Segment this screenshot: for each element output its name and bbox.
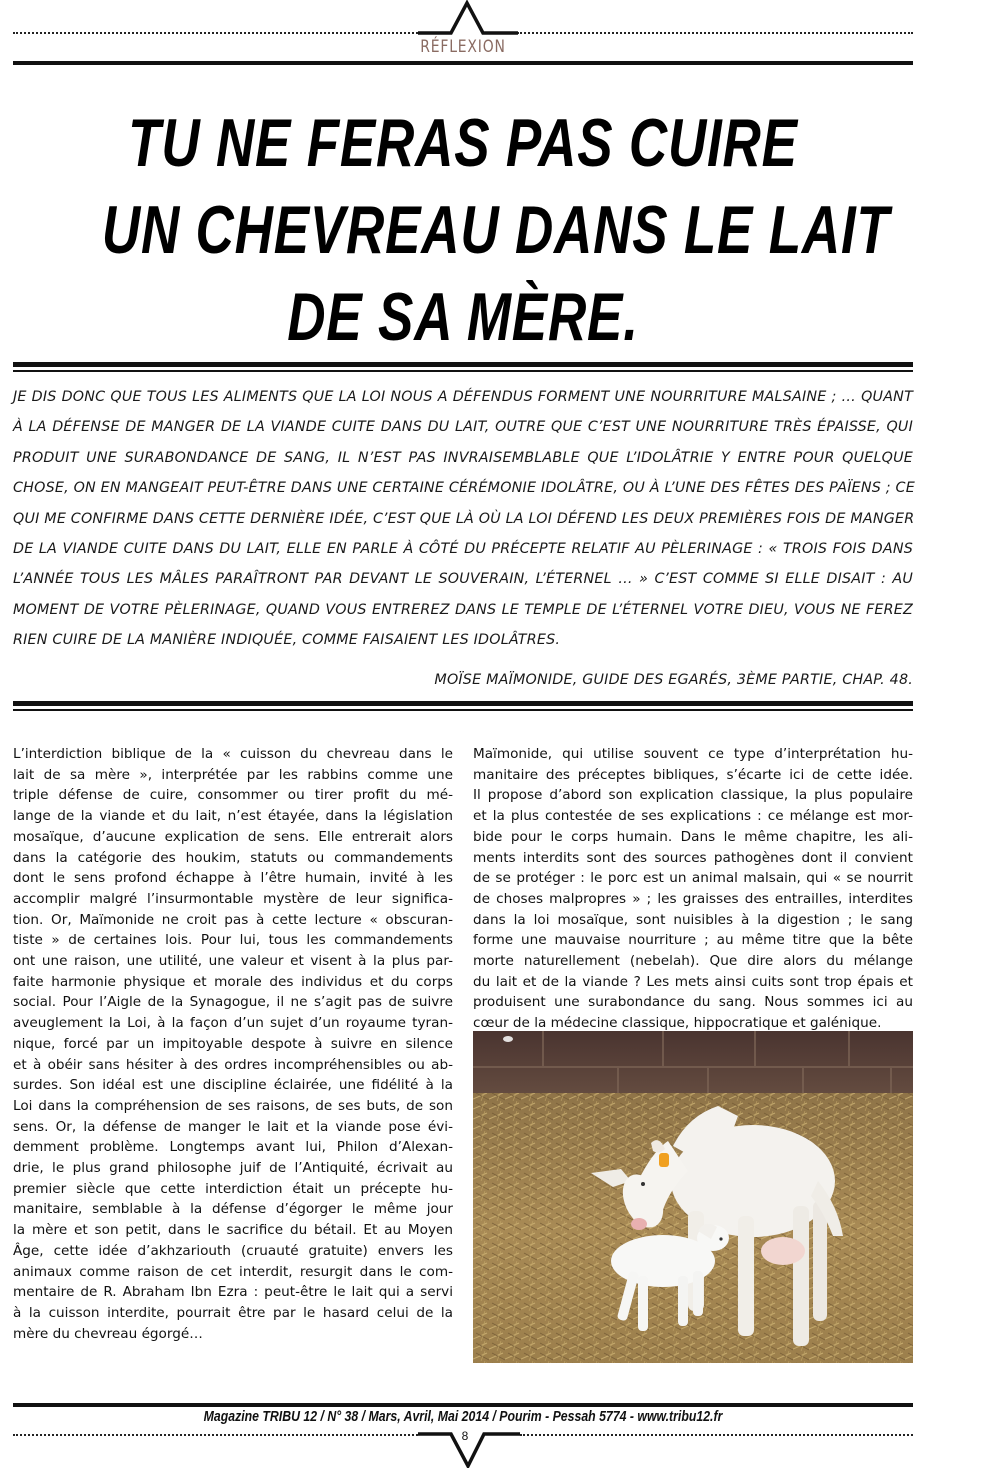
body-line: mère du chevreau égorgé… [13, 1325, 203, 1342]
header-dotted-rule-right [517, 32, 913, 34]
body-line: forme une mauvaise nourriture ; au même titre que la bête [473, 932, 913, 949]
body-column-right [473, 744, 913, 1034]
quote-line: QUI ME CONFIRME DANS CETTE DERNIÈRE IDÉE, C’EST QUE LÀ OÙ LA LOI DÉFEND LES DEUX PREMIÈRES FOIS DE MANGER [13, 510, 915, 527]
body-line: Âge, cette idée d’akhzariouth (cruauté gratuite) envers les [13, 1242, 453, 1259]
epigraph-bottom-rule-thick [13, 701, 913, 706]
body-line: ments interdits sont des sources pathogènes dont il convient [473, 849, 913, 866]
body-line: tion. Or, Maïmonide ne croit pas à cette lecture « obscuran- [13, 911, 453, 928]
body-line: de se protéger : le porc est un animal malsain, qui « se nourrit [473, 870, 913, 887]
page-number: 8 [461, 1429, 469, 1443]
body-line: produisent une surabondance du sang. Nous sommes ici au [473, 994, 913, 1011]
epigraph-top-rule-thick [13, 362, 913, 367]
body-line: manitaire des préceptes bibliques, s’écarte ici de cette idée. [473, 766, 913, 783]
body-line: la mère et son petit, dans le sacrifice du bétail. Et au Moyen [13, 1222, 453, 1239]
footer-dotted-rule-right [520, 1434, 913, 1436]
footer-publication-info: Magazine TRIBU 12 / N° 38 / Mars, Avril, Mai 2014 / Pourim - Pessah 5774 - www.tribu12.fr [203, 1408, 723, 1425]
body-line: surdes. Son idéal est une discipline éclairée, une fidélité à la [13, 1077, 453, 1094]
body-line: social. Pour l’Aigle de la Synagogue, il ne s’agit pas de suivre [13, 994, 453, 1011]
quote-line: CHOSE, ON EN MANGEAIT PEUT-ÊTRE DANS UNE CERTAINE CÉRÉMONIE IDOLÂTRE, OU À L’UNE DES FÊTES DES PAÏENS ; CE [13, 480, 915, 497]
quote-line: RIEN CUIRE DE LA MANIÈRE INDIQUÉE, COMME FAISAIENT LES IDOLÂTRES. [13, 632, 561, 649]
body-column-left [13, 744, 453, 1344]
body-line: demment problème. Longtemps avant lui, Philon d’Alexan- [13, 1139, 453, 1156]
body-line: lange de la viande et du lait, n’est étayée, dans la législation [13, 808, 453, 825]
body-line: et à obéir sans hésiter à des ordres incompréhensibles ou ab- [13, 1056, 453, 1073]
footer-dotted-rule-left [13, 1434, 418, 1436]
quote-line: DE LA VIANDE CUITE DANS DU LAIT, ELLE EN PARLE À CÔTÉ DU PRÉCEPTE RELATIF AU PÈLERINAGE : « TROIS FOIS DANS [13, 541, 913, 558]
header-dotted-rule-left [13, 32, 418, 34]
body-line: de choses malpropres » ; les graisses des entrailles, interdites [473, 890, 913, 907]
epigraph-bottom-rule-thin [13, 709, 913, 711]
section-label: RÉFLEXION [420, 37, 506, 57]
title-line: DE SA MÈRE. [287, 279, 639, 355]
header-solid-rule [13, 61, 913, 65]
goat-photo [473, 1031, 913, 1363]
quote-line: À LA DÉFENSE DE MANGER DE LA VIANDE CUITE DANS DU LAIT, OUTRE QUE C’EST UNE NOURRITURE TRÈS ÉPAISSE, QUI [13, 419, 913, 436]
quote-line: JE DIS DONC QUE TOUS LES ALIMENTS QUE LA LOI NOUS A DÉFENDUS FORMENT UNE NOURRITURE MALSAINE ; … QUANT [13, 389, 913, 405]
body-line: manitaire, semblable à la défense d’égorger le même jour [13, 1201, 453, 1218]
body-line: lait de sa mère », interprétée par les rabbins comme une [13, 766, 453, 783]
body-line: mosaïque, d’aucune explication de sens. Elle entrerait alors [13, 828, 453, 845]
body-line: tiste » de certaines lois. Pour lui, tous les commandements [13, 932, 453, 949]
body-line: aveuglement la Loi, à la façon d’un sujet d’un royaume tyran- [13, 1015, 453, 1032]
body-line: Il propose d’abord son explication classique, la plus populaire [473, 787, 913, 804]
body-line: dont le sens profond échappe à l’être humain, invité à les [13, 870, 453, 887]
article-title [101, 100, 890, 361]
body-line: animaux comme raison de cet interdit, resurgit dans le com- [13, 1263, 453, 1280]
epigraph-quote [13, 382, 913, 656]
title-line: TU NE FERAS PAS CUIRE [128, 105, 798, 181]
quote-attribution: MOÏSE MAÏMONIDE, GUIDE DES EGARÉS, 3ÈME PARTIE, CHAP. 48. [434, 672, 913, 688]
body-line: drie, le plus grand philosophe juif de l’Antiquité, écrivait au [13, 1160, 453, 1177]
body-line: ont une raison, une utilité, une valeur et visent à la plus par- [13, 953, 453, 970]
body-line: bide pour le corps humain. Dans le même chapitre, les ali- [473, 828, 913, 845]
body-line: nique, forcé par un impitoyable despote à suivre en silence [13, 1035, 453, 1052]
body-line: accomplir malgré l’insurmontable mystère de leur significa- [13, 890, 453, 907]
quote-line: L’ANNÉE TOUS LES MÂLES PARAÎTRONT PAR DEVANT LE SOUVERAIN, L’ÉTERNEL … » C’EST COMME SI ELLE DISAIT : AU [13, 571, 913, 588]
goat-and-kid-illustration [473, 1031, 913, 1363]
body-line: Loi dans la compréhension de ses raisons, de ses buts, de son [13, 1097, 453, 1114]
header-peak-icon [416, 0, 520, 36]
body-line: Maïmonide, qui utilise souvent ce type d’interprétation hu- [473, 746, 913, 762]
body-line: triple défense de cuire, consommer ou tirer profit du mé- [13, 787, 453, 804]
body-line: du lait et de la viande ? Les mets ainsi cuits sont trop épais et [473, 973, 913, 990]
epigraph-top-rule-thin [13, 370, 913, 372]
body-line: morte naturellement (nebelah). Que dire alors du mélange [473, 953, 913, 970]
body-line: L’interdiction biblique de la « cuisson du chevreau dans le [13, 746, 453, 762]
body-line: sens. Or, la défense de manger le lait et la viande pose évi- [13, 1118, 453, 1135]
footer-solid-rule [13, 1403, 913, 1407]
body-line: cœur de la médecine classique, hippocratique et galénique. [473, 1015, 882, 1032]
body-line: dans la catégorie des houkim, statuts ou commandements [13, 849, 453, 866]
body-line: premier siècle que cette interdiction était un précepte hu- [13, 1180, 453, 1197]
body-line: mentaire de R. Abraham Ibn Ezra : peut-être le lait qui a servi [13, 1284, 453, 1301]
quote-line: MOMENT DE VOTRE PÈLERINAGE, QUAND VOUS ENTREREZ DANS LE TEMPLE DE L’ÉTERNEL VOTRE DIEU, VOUS NE FEREZ [13, 601, 913, 618]
body-line: à la cuisson interdite, pourrait être par le hasard celui de la [13, 1304, 453, 1321]
body-line: faite harmonie physique et morale des individus et du corps [13, 973, 453, 990]
title-line: UN CHEVREAU DANS LE LAIT [101, 192, 890, 268]
quote-line: PRODUIT UNE SURABONDANCE DE SANG, IL N’EST PAS INVRAISEMBLABLE QUE L’IDOLÂTRIE Y ENTRE POUR QUELQUE [13, 449, 913, 466]
body-line: et la plus contestée de ses explications : ce mélange est mor- [473, 808, 913, 825]
body-line: dans la loi mosaïque, sont nuisibles à la digestion ; le sang [473, 911, 913, 928]
